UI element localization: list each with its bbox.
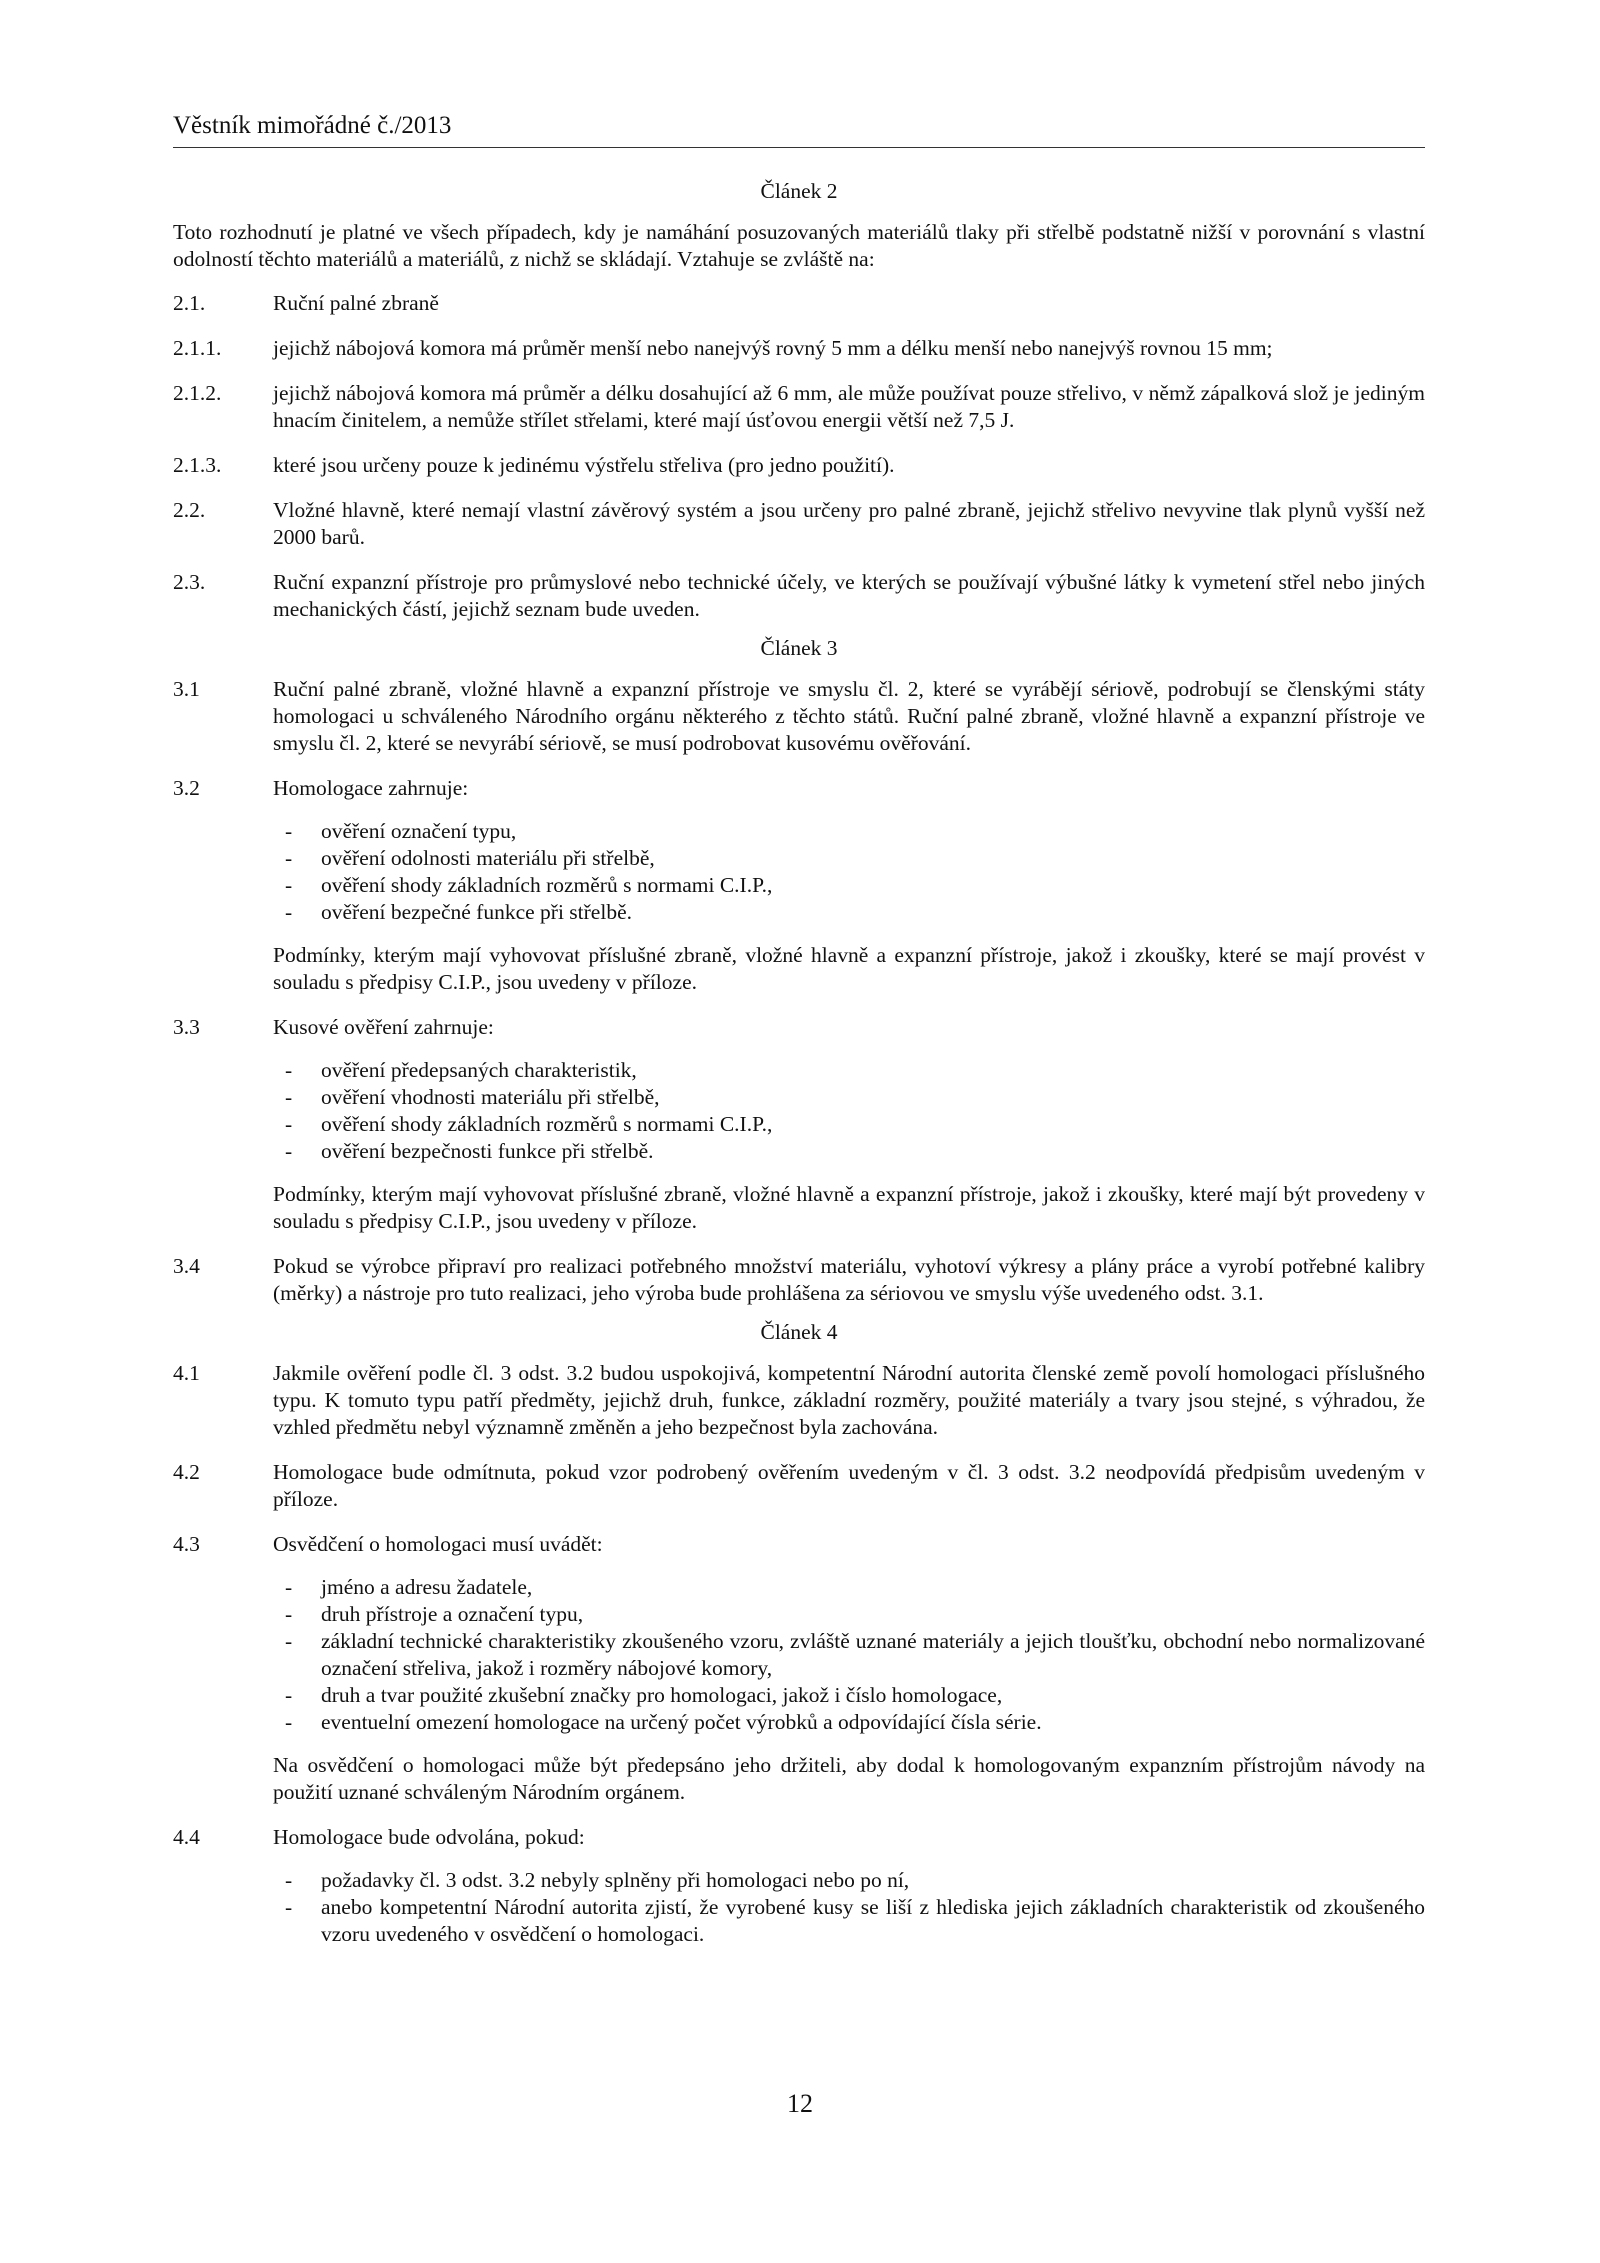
list-item-text: jméno a adresu žadatele, bbox=[321, 1575, 533, 1599]
clause-4-1 bbox=[173, 1360, 1425, 1441]
list-item-text: ověření odolnosti materiálu při střelbě, bbox=[321, 846, 655, 870]
clause-number: 2.1.1. bbox=[173, 336, 222, 360]
list-item-text: požadavky čl. 3 odst. 3.2 nebyly splněny při homologaci nebo po ní, bbox=[321, 1868, 910, 1892]
dash-bullet: - bbox=[285, 1683, 293, 1707]
clause-2-1-2 bbox=[173, 380, 1425, 434]
dash-bullet: - bbox=[285, 1710, 293, 1734]
clause-body bbox=[273, 1014, 1425, 1235]
clause-text: Vložné hlavně, které nemají vlastní závěrový systém a jsou určeny pro palné zbraně, jejichž střelivo nevyvine tlak plynů vyšší než 2000 barů. bbox=[273, 498, 1425, 549]
dash-bullet: - bbox=[285, 1868, 293, 1892]
dash-bullet: - bbox=[285, 1139, 293, 1163]
list-item-text: základní technické charakteristiky zkoušeného vzoru, zvláště uznané materiály a jejich tloušťku, obchodní nebo normalizované označení střeliva, jakož i rozměry nábojové komory, bbox=[321, 1629, 1425, 1680]
clause-2-1-1 bbox=[173, 335, 1425, 362]
list-item bbox=[273, 1057, 1425, 1084]
clause-text: Ruční palné zbraně bbox=[273, 291, 439, 315]
clause-number: 2.1. bbox=[173, 291, 206, 315]
clause-number: 2.1.3. bbox=[173, 453, 222, 477]
clause-number: 4.3 bbox=[173, 1532, 200, 1556]
article-2-title: Článek 2 bbox=[760, 179, 838, 203]
dash-bullet: - bbox=[285, 1602, 293, 1626]
clause-number: 4.2 bbox=[173, 1460, 200, 1484]
dash-bullet: - bbox=[285, 900, 293, 924]
dash-bullet: - bbox=[285, 819, 293, 843]
clause-2-3 bbox=[173, 569, 1425, 623]
list-item bbox=[273, 1628, 1425, 1682]
clause-followup-text: Podmínky, kterým mají vyhovovat příslušné zbraně, vložné hlavně a expanzní přístroje, jakož i zkoušky, které se mají provést v souladu s předpisy C.I.P., jsou uvedeny v příloze. bbox=[273, 943, 1425, 994]
clause-body bbox=[273, 1531, 1425, 1806]
clause-number: 3.2 bbox=[173, 776, 200, 800]
dash-bullet: - bbox=[285, 1895, 293, 1919]
dash-bullet: - bbox=[285, 1085, 293, 1109]
clause-followup-text: Podmínky, kterým mají vyhovovat příslušné zbraně, vložné hlavně a expanzní přístroje, jakož i zkoušky, které mají být provedeny v souladu s předpisy C.I.P., jsou uvedeny v příloze. bbox=[273, 1182, 1425, 1233]
clause-2-1-3 bbox=[173, 452, 1425, 479]
list-item-text: ověření bezpečnosti funkce při střelbě. bbox=[321, 1139, 654, 1163]
clause-number: 2.1.2. bbox=[173, 381, 222, 405]
list-item-text: ověření předepsaných charakteristik, bbox=[321, 1058, 637, 1082]
clause-3-3 bbox=[173, 1014, 1425, 1235]
clause-3-1 bbox=[173, 676, 1425, 757]
clause-number: 3.1 bbox=[173, 677, 200, 701]
clause-number: 4.1 bbox=[173, 1361, 200, 1385]
list-item bbox=[273, 899, 1425, 926]
clause-text: jejichž nábojová komora má průměr menší nebo nanejvýš rovný 5 mm a délku menší nebo nanejvýš rovnou 15 mm; bbox=[273, 336, 1273, 360]
dash-bullet: - bbox=[285, 1629, 293, 1653]
list-item-text: anebo kompetentní Národní autorita zjistí, že vyrobené kusy se liší z hlediska jejich základních charakteristik od zkoušeného vzoru uvedeného v osvědčení o homologaci. bbox=[321, 1895, 1425, 1946]
list-item bbox=[273, 1084, 1425, 1111]
list-item-text: eventuelní omezení homologace na určený počet výrobků a odpovídající čísla série. bbox=[321, 1710, 1042, 1734]
clause-text: Homologace bude odmítnuta, pokud vzor podrobený ověřením uvedeným v čl. 3 odst. 3.2 neodpovídá předpisům uvedeným v příloze. bbox=[273, 1460, 1425, 1511]
dash-bullet: - bbox=[285, 1112, 293, 1136]
clause-body bbox=[273, 775, 1425, 996]
clause-text: Kusové ověření zahrnuje: bbox=[273, 1015, 494, 1039]
clause-number: 2.3. bbox=[173, 570, 206, 594]
clause-4-3 bbox=[173, 1531, 1425, 1806]
list-item bbox=[273, 1574, 1425, 1601]
article-3-title: Článek 3 bbox=[760, 636, 838, 660]
list-item bbox=[273, 818, 1425, 845]
list-item-text: ověření bezpečné funkce při střelbě. bbox=[321, 900, 632, 924]
clause-2-2 bbox=[173, 497, 1425, 551]
list-item bbox=[273, 1867, 1425, 1894]
dash-list bbox=[273, 1867, 1425, 1948]
clause-number: 2.2. bbox=[173, 498, 206, 522]
list-item bbox=[273, 1682, 1425, 1709]
clause-text: Homologace bude odvolána, pokud: bbox=[273, 1825, 585, 1849]
list-item bbox=[273, 1894, 1425, 1948]
list-item bbox=[273, 845, 1425, 872]
clause-followup-text: Na osvědčení o homologaci může být předepsáno jeho držiteli, aby dodal k homologovaným expanzním přístrojům návody na použití uznané schváleným Národním orgánem. bbox=[273, 1753, 1425, 1804]
journal-header: Věstník mimořádné č./2013 bbox=[173, 110, 1425, 148]
clause-3-4 bbox=[173, 1253, 1425, 1307]
clause-text: Ruční expanzní přístroje pro průmyslové nebo technické účely, ve kterých se používají výbušné látky k vymetení střel nebo jiných mechanických částí, jejichž seznam bude uveden. bbox=[273, 570, 1425, 621]
list-item-text: ověření shody základních rozměrů s normami C.I.P., bbox=[321, 873, 773, 897]
dash-bullet: - bbox=[285, 846, 293, 870]
list-item-text: druh a tvar použité zkušební značky pro homologaci, jakož i číslo homologace, bbox=[321, 1683, 1003, 1707]
article-2-intro: Toto rozhodnutí je platné ve všech případech, kdy je namáhání posuzovaných materiálů tlaky při střelbě podstatně nižší v porovnání s vlastní odolností těchto materiálů a materiálů, z nichž se skládají. Vztahuje se zvláště na: bbox=[173, 220, 1425, 271]
list-item bbox=[273, 1601, 1425, 1628]
article-4-title: Článek 4 bbox=[760, 1320, 838, 1344]
list-item-text: druh přístroje a označení typu, bbox=[321, 1602, 584, 1626]
list-item bbox=[273, 1111, 1425, 1138]
clause-3-2 bbox=[173, 775, 1425, 996]
dash-list bbox=[273, 818, 1425, 926]
dash-bullet: - bbox=[285, 873, 293, 897]
clause-2-1 bbox=[173, 290, 1425, 317]
list-item bbox=[273, 872, 1425, 899]
list-item-text: ověření označení typu, bbox=[321, 819, 517, 843]
clause-4-2 bbox=[173, 1459, 1425, 1513]
clause-text: Jakmile ověření podle čl. 3 odst. 3.2 budou uspokojivá, kompetentní Národní autorita členské země povolí homologaci příslušného typu. K tomuto typu patří předměty, jejichž druh, funkce, základní rozměry, použité materiály a tvary jsou stejné, s výhradou, že vzhled předmětu nebyl významně změněn a jeho bezpečnost byla zachována. bbox=[273, 1361, 1425, 1439]
document-content bbox=[173, 178, 1425, 1982]
clause-text: Homologace zahrnuje: bbox=[273, 776, 469, 800]
dash-bullet: - bbox=[285, 1575, 293, 1599]
dash-bullet: - bbox=[285, 1058, 293, 1082]
list-item-text: ověření shody základních rozměrů s normami C.I.P., bbox=[321, 1112, 773, 1136]
clause-4-4 bbox=[173, 1824, 1425, 1964]
clause-text: Ruční palné zbraně, vložné hlavně a expanzní přístroje ve smyslu čl. 2, které se vyrábějí sériově, podrobují se členskými státy homologaci u schváleného Národního orgánu některého z těchto států. Ruční palné zbraně, vložné hlavně a expanzní přístroje ve smyslu čl. 2, které se nevyrábí sériově, se musí podrobovat kusovému ověřování. bbox=[273, 677, 1425, 755]
clause-text: jejichž nábojová komora má průměr a délku dosahující až 6 mm, ale může používat pouze střelivo, v němž zápalková slož je jediným hnacím činitelem, a nemůže střílet střelami, které mají úsťovou energii větší než 7,5 J. bbox=[273, 381, 1425, 432]
page-number: 12 bbox=[787, 2089, 813, 2118]
clause-number: 4.4 bbox=[173, 1825, 200, 1849]
list-item bbox=[273, 1138, 1425, 1165]
list-item bbox=[273, 1709, 1425, 1736]
dash-list bbox=[273, 1057, 1425, 1165]
clause-text: Pokud se výrobce připraví pro realizaci potřebného množství materiálu, vyhotoví výkresy a plány práce a vyrobí potřebné kalibry (měrky) a nástroje pro tuto realizaci, jeho výroba bude prohlášena za sériovou ve smyslu výše uvedeného odst. 3.1. bbox=[273, 1254, 1425, 1305]
clause-text: Osvědčení o homologaci musí uvádět: bbox=[273, 1532, 603, 1556]
clause-number: 3.3 bbox=[173, 1015, 200, 1039]
clause-number: 3.4 bbox=[173, 1254, 200, 1278]
clause-body bbox=[273, 1824, 1425, 1964]
dash-list bbox=[273, 1574, 1425, 1736]
clause-text: které jsou určeny pouze k jedinému výstřelu střeliva (pro jedno použití). bbox=[273, 453, 895, 477]
list-item-text: ověření vhodnosti materiálu při střelbě, bbox=[321, 1085, 660, 1109]
